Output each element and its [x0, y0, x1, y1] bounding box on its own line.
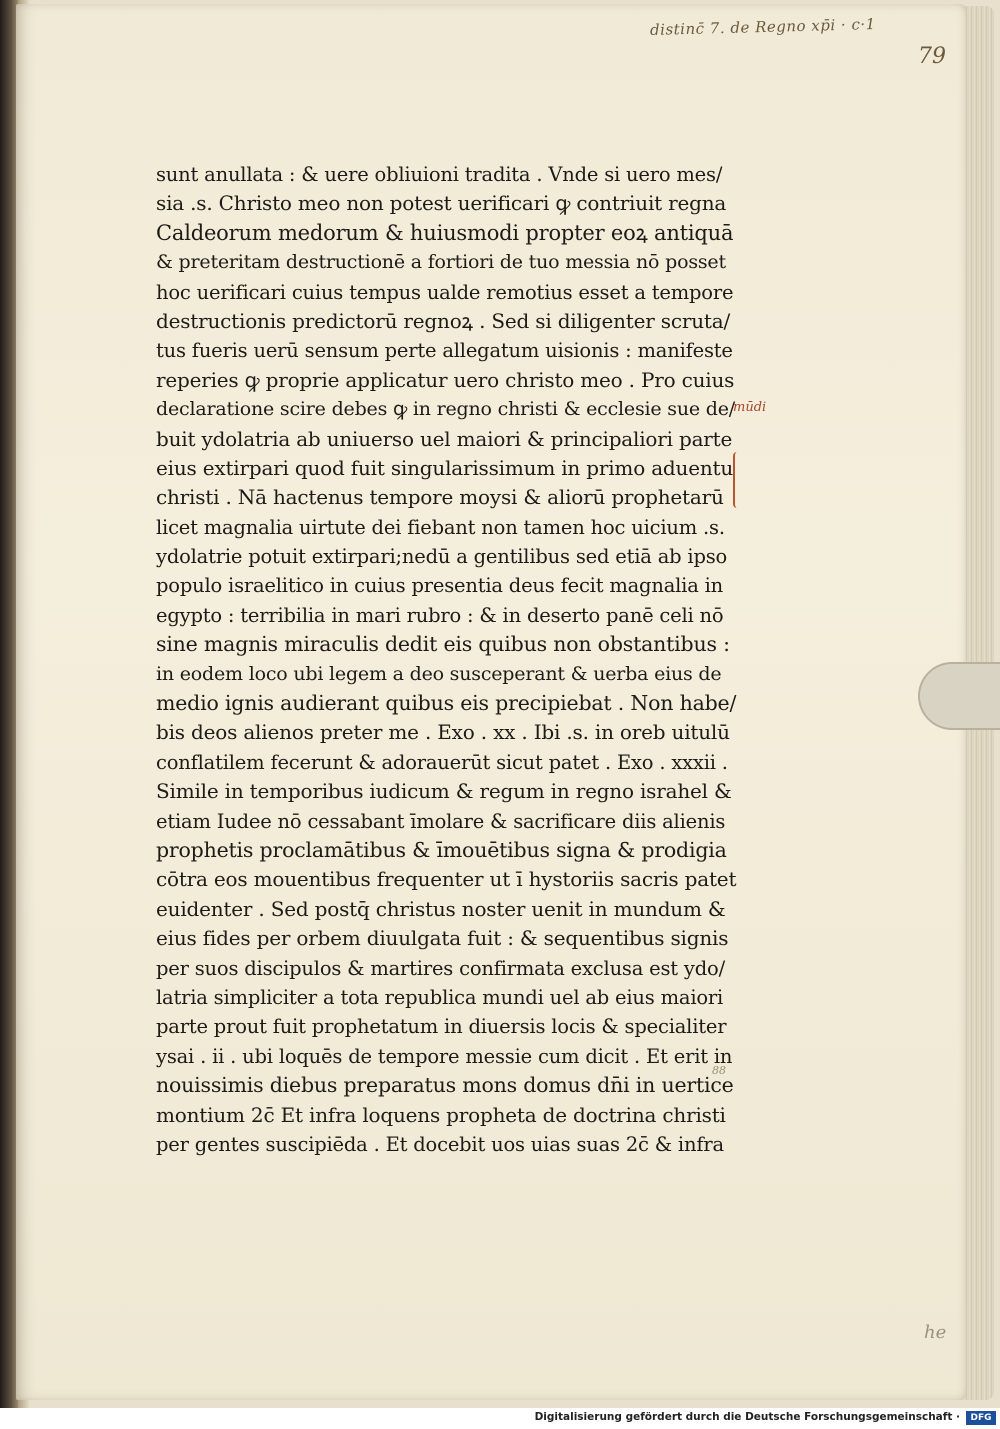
marginal-annotation: mūdi: [733, 400, 767, 415]
text-line: ysai . ii . ubi loquēs de tempore messie cum dicit . Et erit in: [156, 1044, 733, 1068]
dfg-logo: DFG: [966, 1411, 996, 1425]
text-line: per gentes suscipiēda . Et docebit uos uias suas 2c̄ & infra: [156, 1132, 724, 1156]
text-line: Caldeorum medorum & huiusmodi propter eoꝝ antiquā: [156, 220, 734, 245]
text-line: etiam Iudee nō cessabant īmolare & sacrificare diis alienis: [156, 809, 726, 833]
text-line: in eodem loco ubi legem a deo susceperant & uerba eius de: [156, 662, 722, 685]
text-line: populo israelitico in cuius presentia deus fecit magnalia in: [156, 574, 724, 598]
text-line: sine magnis miraculis dedit eis quibus non obstantibus :: [156, 632, 730, 657]
text-line: nouissimis diebus preparatus mons domus dn̄i in uertice: [156, 1073, 734, 1098]
text-line: buit ydolatria ab uniuerso uel maiori & principaliori parte: [156, 426, 733, 451]
text-line: cōtra eos mouentibus frequenter ut ī hystoriis sacris patet: [156, 867, 737, 892]
text-line: sunt anullata : & uere obliuioni tradita . Vnde si uero mes/: [156, 163, 723, 186]
marginal-bracket: [733, 452, 741, 508]
page-clip: [918, 662, 1000, 730]
catchword-mark: 88: [712, 1064, 726, 1077]
text-line: eius extirpari quod fuit singularissimum in primo aduentu: [156, 455, 734, 480]
digitization-footer: [0, 1408, 1000, 1429]
text-line: sia .s. Christo meo non potest uerificari ꝙ contriuit regna: [156, 191, 727, 216]
text-line: prophetis proclamātibus & īmouētibus signa & prodigia: [156, 837, 727, 862]
printed-text-block: [156, 160, 736, 1159]
text-line: & preteritam destructionē a fortiori de tuo messia nō posset: [156, 251, 726, 274]
text-line: latria simpliciter a tota republica mundi uel ab eius maiori: [156, 985, 724, 1009]
text-line: per suos discipulos & martires confirmata exclusa est ydo/: [156, 956, 725, 980]
text-line: bis deos alienos preter me . Exo . xx . Ibi .s. in oreb uitulū: [156, 720, 730, 745]
text-line: declaratione scire debes ꝙ in regno christi & ecclesie sue de/: [156, 398, 735, 421]
text-line: licet magnalia uirtute dei fiebant non tamen hoc uicium .s.: [156, 515, 725, 539]
text-line: tus fueris uerū sensum perte allegatum uisionis : manifeste: [156, 339, 733, 363]
text-line: reperies ꝙ proprie applicatur uero christo meo . Pro cuius: [156, 367, 735, 392]
text-line: parte prout fuit prophetatum in diuersis locis & specialiter: [156, 1015, 727, 1039]
folio-number: 79: [918, 44, 946, 69]
text-line: euidenter . Sed postq̄ christus noster uenit in mundum &: [156, 896, 726, 921]
text-line: conflatilem fecerunt & adorauerūt sicut patet . Exo . xxxii .: [156, 750, 728, 774]
text-line: medio ignis audierant quibus eis precipiebat . Non habe/: [156, 691, 737, 716]
text-line: Simile in temporibus iudicum & regum in regno israhel &: [156, 779, 732, 804]
text-line: hoc uerificari cuius tempus ualde remotius esset a tempore: [156, 280, 734, 304]
handwritten-header-note: distinc̄ 7. de Regno xp̄i · c·1: [649, 15, 876, 39]
text-line: egypto : terribilia in mari rubro : & in deserto panē celi nō: [156, 603, 724, 627]
text-line: christi . Nā hactenus tempore moysi & aliorū prophetarū: [156, 485, 724, 510]
corner-pencil-mark: he: [924, 1322, 947, 1343]
text-line: montium 2c̄ Et infra loquens propheta de doctrina christi: [156, 1102, 726, 1127]
text-line: eius fides per orbem diuulgata fuit : & sequentibus signis: [156, 926, 729, 951]
text-line: ydolatrie potuit extirpari;nedū a gentilibus sed etiā ab ipso: [156, 545, 728, 569]
text-line: destructionis predictorū regnoꝝ . Sed si diligenter scruta/: [156, 308, 731, 333]
footer-credit: Digitalisierung gefördert durch die Deutsche Forschungsgemeinschaft ·: [534, 1411, 960, 1423]
